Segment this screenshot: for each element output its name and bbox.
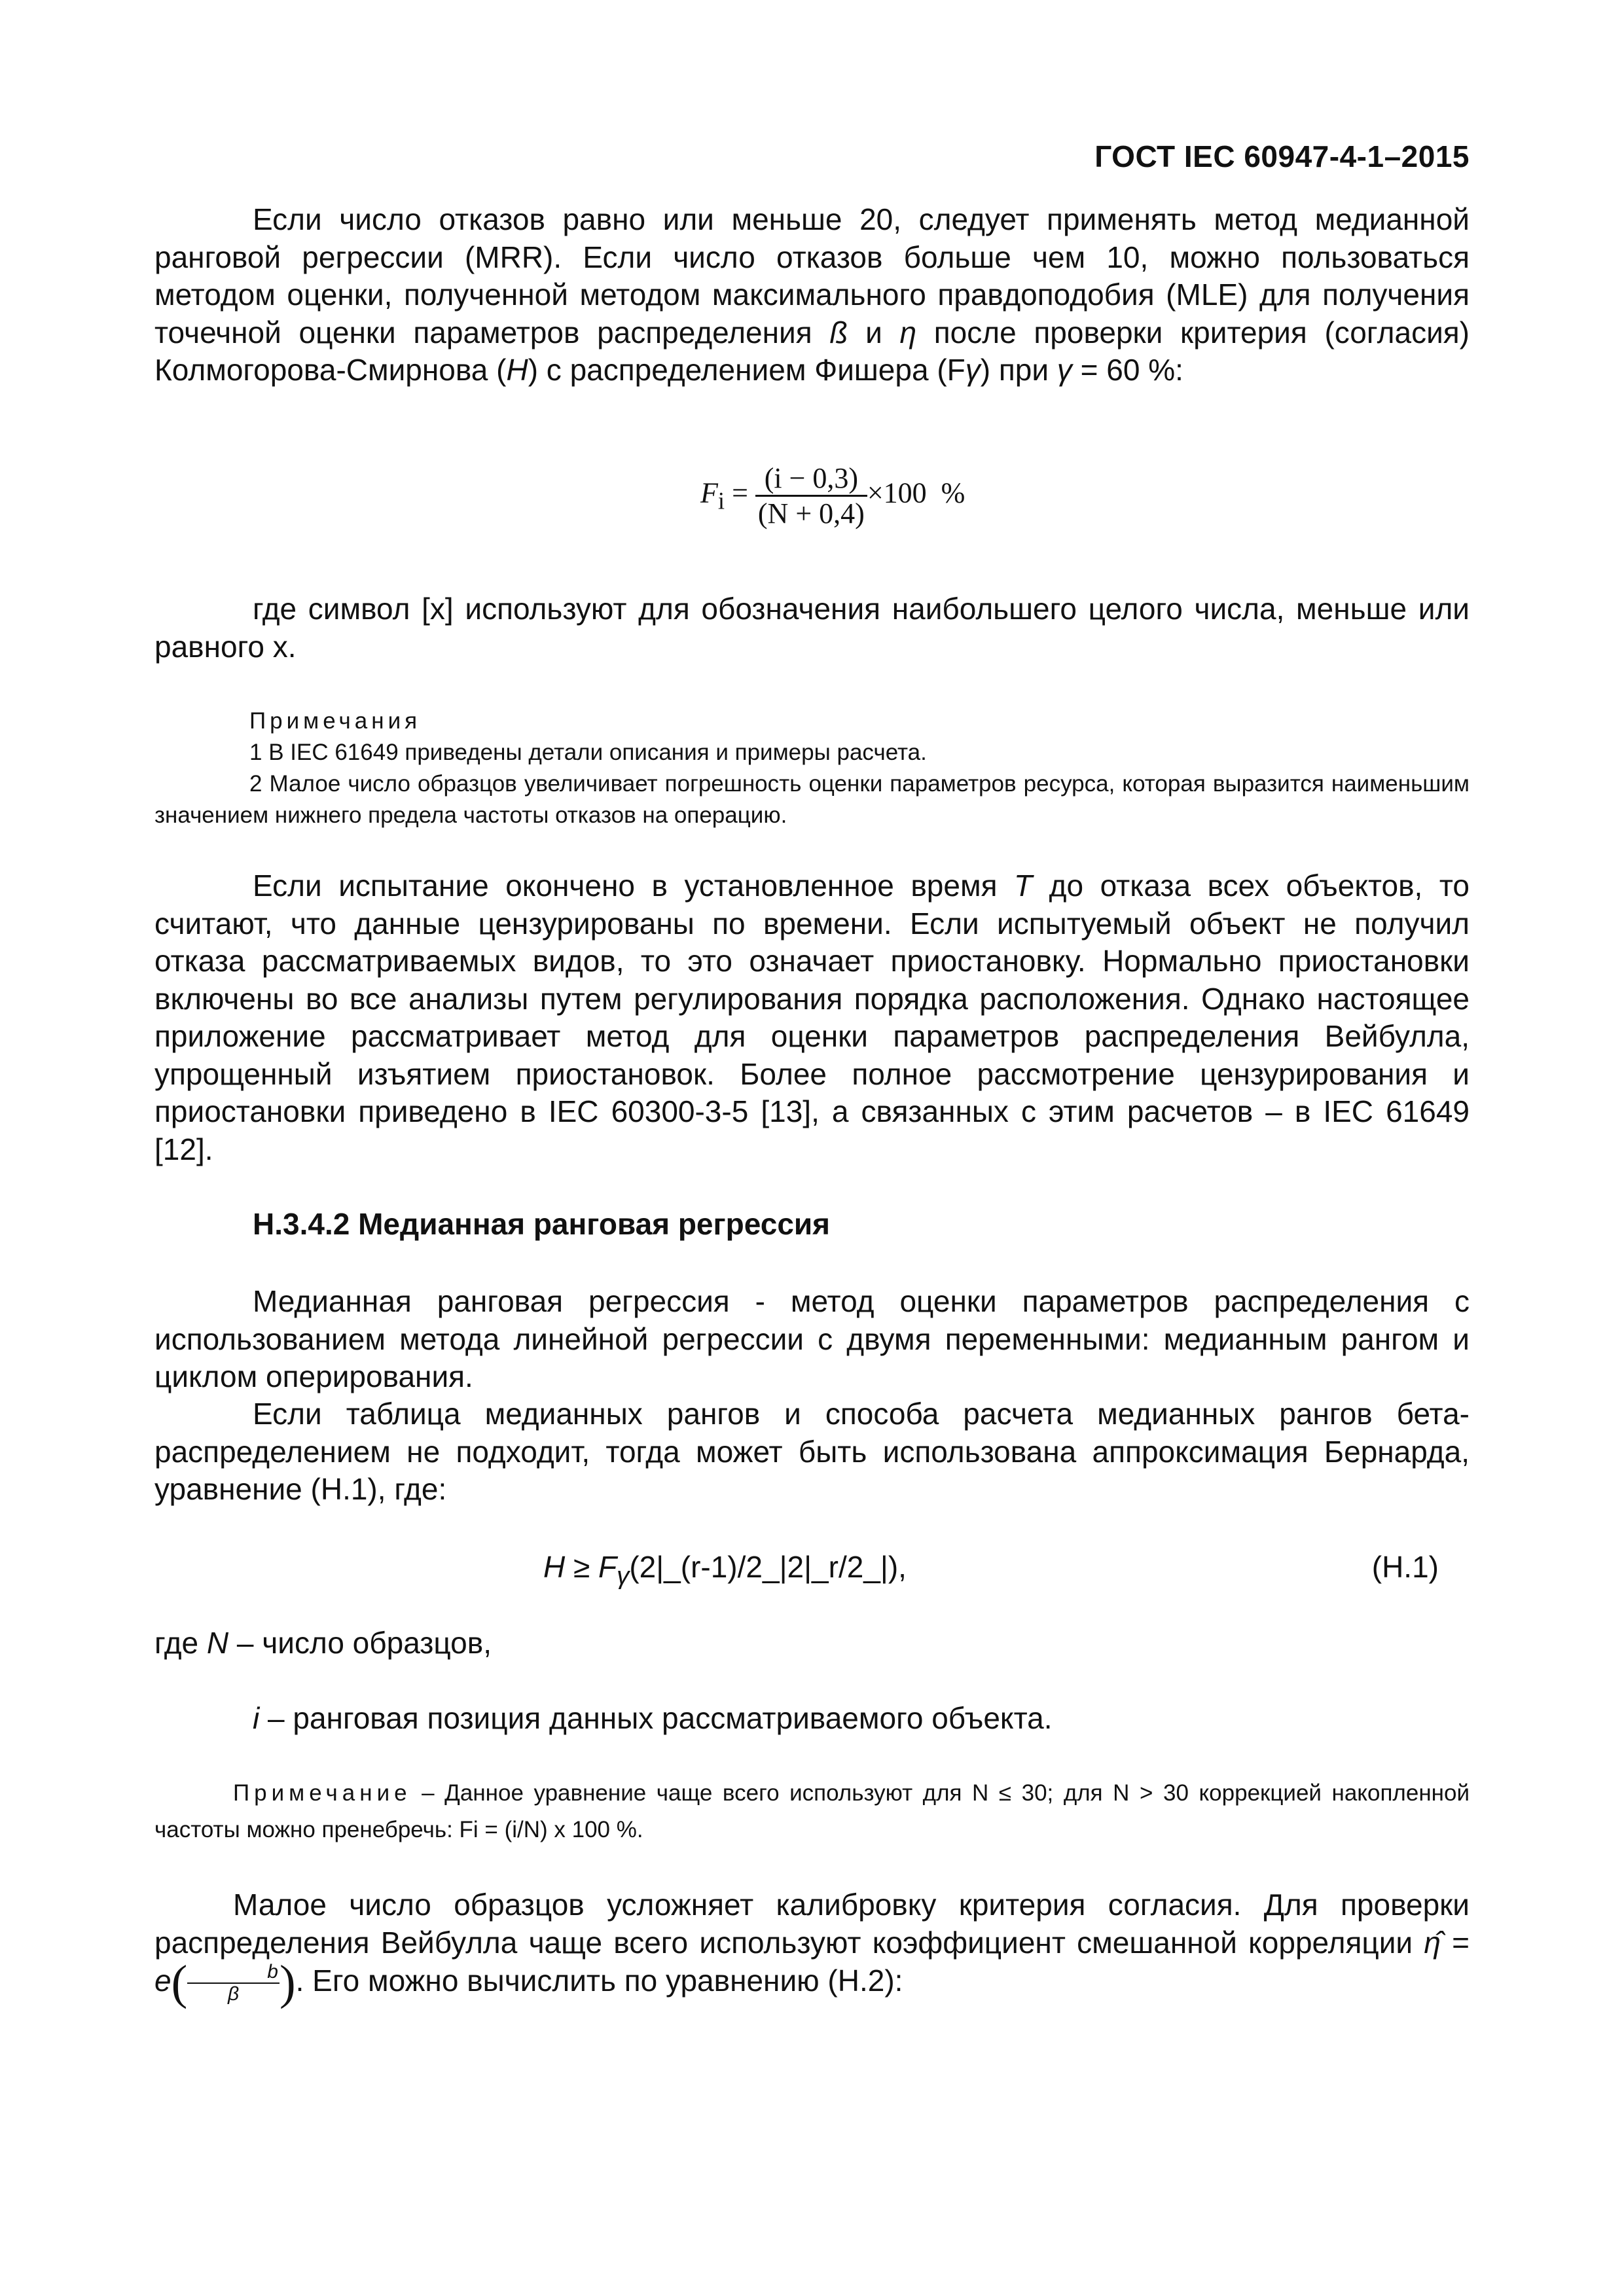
formula-fraction: $\frac{(i - 0,3)}{(N + 0,4)}$ — [755, 461, 867, 530]
paragraph-mrr-definition: Медианная ранговая регрессия - метод оценки параметров распределения с использованием метода линейной регрессии с двумя переменными: медианным рангом и циклом оперирования. — [154, 1284, 1470, 1393]
notes-heading: Примечания — [249, 708, 422, 734]
correlation-fraction: $\frac{b}{\beta}$ — [187, 1962, 280, 2005]
paragraph-censoring: Если испытание окончено в установленное время T до отказа всех объектов, то считают, что данные цензурированы по времени. Если испытуемый объект не получил отказа рассматриваемых видов, то это означает приостановку. Нормально приостановки включены во все анализы путем регулирования порядка расположения. Однако настоящее приложение рассматривает метод для оценки параметров распределения Вейбулла, упрощенный изъятием приостановок. Более полное рассмотрение цензурирования и приостановки приведено в IEC 60300-3-5 [13], а связанных с этим расчетов – в IEC 61649 [12]. — [154, 869, 1470, 1166]
note-item-2: 2 Малое число образцов увеличивает погрешность оценки параметров ресурса, которая выразится наименьшим значением нижнего предела частоты отказов на операцию. — [154, 771, 1470, 828]
standard-code: ГОСТ IEC 60947-4-1–2015 — [1094, 139, 1470, 173]
paragraph-bernard-approximation: Если таблица медианных рангов и способа расчета медианных рангов бета-распределением не подходит, тогда может быть использована аппроксимация Бернарда, уравнение (Н.1), где: — [154, 1397, 1470, 1506]
note-equation-usage: Примечание – Данное уравнение чаще всего используют для N ≤ 30; для N > 30 коррекцией накопленной частоты можно пренебречь: Fi = (i/N) x 100 %. — [154, 1780, 1470, 1842]
formula-h1: $H \ge F_\gamma(2|\_(r-1)/2\_|2|\_r/2\_|)$, — [543, 1550, 907, 1590]
notes-block — [154, 706, 1470, 831]
paragraph-integer-symbol: где символ [x] используют для обозначения наибольшего целого числа, меньше или равного x. — [154, 592, 1470, 664]
equation-number-h1: (Н.1) — [1371, 1550, 1439, 1584]
where-n-line: где N – число образцов, — [154, 1626, 492, 1660]
section-heading: Н.3.4.2 Медианная ранговая регрессия — [253, 1207, 831, 1241]
paragraph-correlation: Малое число образцов усложняет калибровку критерия согласия. Для проверки распределения Вейбулла чаще всего используют коэффициент смешанной корреляции η̂ = e( $\frac{b}{\beta}$). Его можно вычислить по уравнению (Н.2): — [154, 1888, 1470, 2010]
formula-median-rank: $F_i$ = $\frac{(i - 0,3)}{(N + 0,4)}$ ×100 % — [700, 462, 965, 529]
note-item-1: 1 В IEC 61649 приведены детали описания и примеры расчета. — [249, 740, 927, 765]
paragraph-failures-method: Если число отказов равно или меньше 20, следует применять метод медианной ранговой регрессии (MRR). Если число отказов больше чем 10, можно пользоваться методом оценки, полученной методом максимального правдоподобия (MLE) для получения точечной оценки параметров распределения ß и η после проверки критерия (согласия) Колмогорова-Смирнова (H) с распределением Фишера (Fγ) при γ = 60 %: — [154, 202, 1470, 387]
where-i-line: i – ранговая позиция данных рассматриваемого объекта. — [253, 1701, 1053, 1735]
